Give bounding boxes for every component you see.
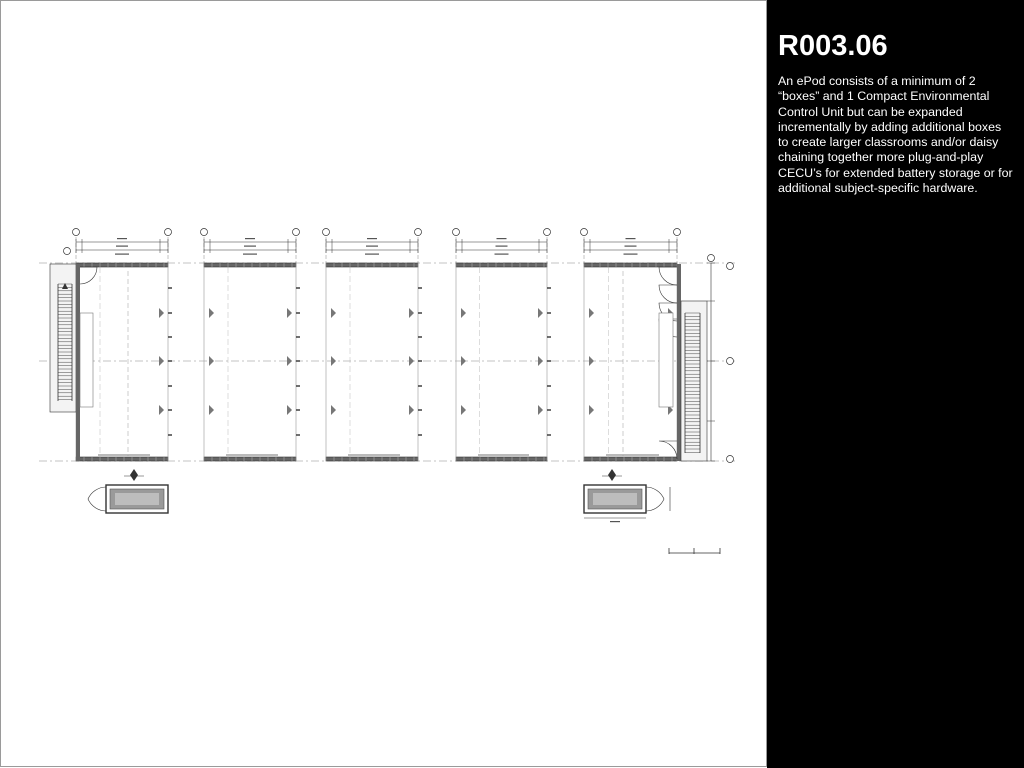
slide-description: An ePod consists of a minimum of 2 “boxes” and 1 Compact Environmental Control Unit but can be expanded incrementally by adding additional boxes to create larger classrooms and/or daisy chaining together more plug-and-play CECU’s for extended battery storage or for additional subject-specific hardware. [778, 74, 1013, 196]
dimension-label-mark [245, 238, 255, 239]
floor-strip [348, 454, 400, 456]
floor-strip [606, 454, 659, 456]
floor-strip [226, 454, 278, 456]
marker-triangle-right [538, 356, 543, 366]
marker-triangle-right [159, 405, 164, 415]
floor-strip [98, 454, 150, 456]
door-swing [659, 267, 677, 285]
grid-bubble [544, 229, 551, 236]
grid-bubble [727, 358, 734, 365]
door-swing [80, 267, 97, 284]
right-end-wall [677, 264, 681, 461]
grid-bubble [73, 229, 80, 236]
grid-bubble [727, 263, 734, 270]
slide-title: R003.06 [778, 30, 888, 62]
floor-plan-svg [1, 1, 768, 768]
cecu-door-swing [88, 487, 106, 511]
marker-triangle-left [461, 356, 466, 366]
door-swing [659, 285, 677, 303]
wall-top [204, 263, 296, 267]
dimension-label-mark [365, 254, 379, 255]
wall-top [326, 263, 418, 267]
marker-triangle-left [589, 356, 594, 366]
marker-triangle-left [461, 308, 466, 318]
cecu-door-swing [646, 487, 664, 511]
marker-triangle-right [287, 405, 292, 415]
dimension-label-mark [243, 254, 257, 255]
marker-triangle-left [209, 356, 214, 366]
grid-bubble [453, 229, 460, 236]
wall-top [584, 263, 677, 267]
wall-bottom [584, 457, 677, 461]
grid-bubble [323, 229, 330, 236]
dimension-label-mark [624, 254, 638, 255]
marker-triangle-left [331, 356, 336, 366]
marker-triangle-left [589, 405, 594, 415]
floor-strip [478, 454, 529, 456]
marker-triangle-right [287, 356, 292, 366]
wall-bottom [76, 457, 168, 461]
dimension-label-mark [367, 238, 377, 239]
wall-bottom [326, 457, 418, 461]
marker-triangle-right [538, 405, 543, 415]
marker-triangle-left [461, 405, 466, 415]
grid-bubble [293, 229, 300, 236]
marker-triangle-left [331, 308, 336, 318]
marker-triangle-left [589, 308, 594, 318]
dimension-label-mark [495, 254, 509, 255]
wall-bottom [204, 457, 296, 461]
marker-triangle-right [159, 308, 164, 318]
dimension-label-mark [117, 238, 127, 239]
cecu-unit-panel [593, 493, 637, 505]
marker-triangle-right [538, 308, 543, 318]
cecu-arrow [608, 469, 616, 475]
dimension-label-mark [366, 246, 378, 247]
wall-top [76, 263, 168, 267]
door-swing [659, 441, 677, 459]
grid-bubble [674, 229, 681, 236]
counter [659, 313, 673, 407]
marker-triangle-left [209, 308, 214, 318]
dimension-label-mark [244, 246, 256, 247]
grid-bubble [727, 456, 734, 463]
grid-bubble [64, 248, 71, 255]
left-end-wall [76, 264, 80, 461]
dimension-label-mark [497, 238, 507, 239]
cecu-arrow [130, 469, 138, 475]
dimension-label-mark [115, 254, 129, 255]
grid-bubble [708, 255, 715, 262]
dimension-label-mark [626, 238, 636, 239]
dimension-label-mark [610, 521, 620, 522]
counter [80, 313, 93, 407]
marker-triangle-right [409, 356, 414, 366]
marker-triangle-right [287, 308, 292, 318]
marker-triangle-left [331, 405, 336, 415]
marker-triangle-right [159, 356, 164, 366]
grid-bubble [415, 229, 422, 236]
cecu-unit-panel [115, 493, 159, 505]
wall-bottom [456, 457, 547, 461]
grid-bubble [581, 229, 588, 236]
marker-triangle-left [209, 405, 214, 415]
dimension-label-mark [496, 246, 508, 247]
wall-top [456, 263, 547, 267]
marker-triangle-right [409, 405, 414, 415]
grid-bubble [165, 229, 172, 236]
grid-bubble [201, 229, 208, 236]
text-panel [767, 0, 1024, 768]
marker-triangle-right [409, 308, 414, 318]
dimension-label-mark [625, 246, 637, 247]
dimension-label-mark [116, 246, 128, 247]
